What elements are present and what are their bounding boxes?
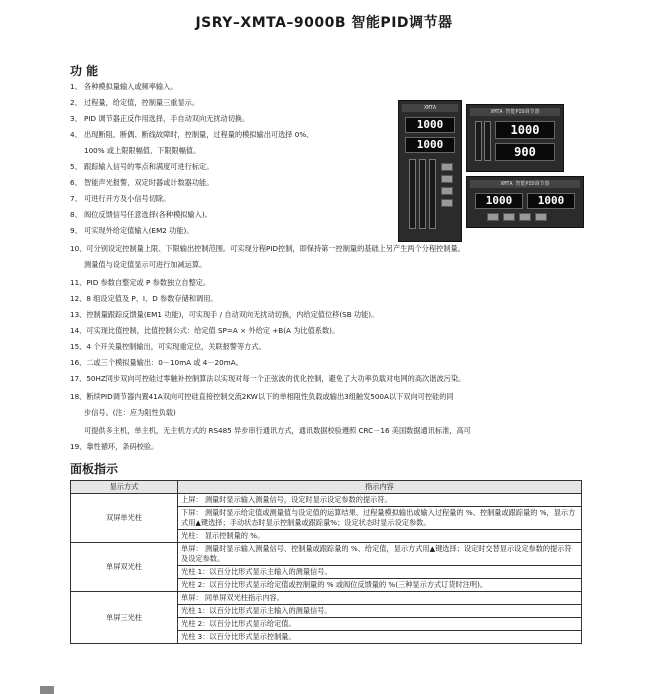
- feature-line: 6、 智能声光报警，双定时器或计数器功能。: [70, 178, 214, 187]
- device-key: [503, 213, 515, 221]
- indication-cell: 光柱 3：以百分比形式显示控制量。: [178, 631, 582, 644]
- page-title: JSRY–XMTA–9000B 智能PID调节器: [195, 15, 453, 31]
- feature-line: 19、靠性循环，条码校验。: [70, 442, 159, 451]
- bargraph-2: [419, 159, 426, 229]
- display-mode-cell: 单屏三光柱: [71, 592, 178, 644]
- feature-line: 5、 跟踪输入信号的零点和满度可进行标定。: [70, 162, 214, 171]
- panel-indicator-table: [70, 480, 582, 644]
- device-wide-image: [466, 176, 584, 228]
- feature-line: 18、断续PID调节器内置41A双向可控硅直接控制交流2KW以下的单相阻性负载或输出3组触发500A以下双向可控硅的同: [70, 392, 454, 401]
- header-indication: 指示内容: [178, 481, 582, 494]
- device-brand: XMTA 智能PID调节器: [470, 180, 580, 188]
- device-key: [441, 187, 453, 195]
- feature-line: 17、50HZ同步双向可控硅过零触补控制算法以实现对每一个正弦波的优化控制，避免了大功率负载对电网的高次谐波污染。: [70, 374, 466, 383]
- feature-line: 100% 或上限限幅值、下限限幅值。: [84, 146, 201, 155]
- indication-cell: 单屏： 同单屏双光柱指示内容。: [178, 592, 582, 605]
- indication-cell: 光柱 1：以百分比形式显示主输入的测量信号。: [178, 566, 582, 579]
- feature-line: 13、控制量跟踪反馈量(EM1 功能)，可实现手 / 自动双向无扰动切换，内给定值位移(SB 功能)。: [70, 310, 379, 319]
- bargraph-3: [429, 159, 436, 229]
- indication-cell: 光柱： 显示控制量的 %。: [178, 530, 582, 543]
- feature-line: 11、PID 参数自整定或 P 参数独立自整定。: [70, 278, 211, 287]
- feature-line: 16、二或三个模拟量输出：0－10mA 或 4－20mA。: [70, 358, 243, 367]
- indication-cell: 光柱 1：以百分比形式显示主输入的测量信号。: [178, 605, 582, 618]
- feature-line: 可提供多主机，单主机，无主机方式的 RS485 异步串行通讯方式，通讯数据校验遵照 CRC－16 美国数据通讯标准，高可: [84, 426, 471, 435]
- display-mode-cell: 双屏单光柱: [71, 494, 178, 543]
- device-key: [441, 199, 453, 207]
- indication-cell: 单屏： 测量时显示输入测量信号、控制量或跟踪量的 %、给定值，显示方式用▲键选择；设定时交替显示设定参数的提示符及设定参数。: [178, 543, 582, 566]
- device-brand: XMTA 智能PID调节器: [470, 108, 560, 116]
- feature-line: 测量值与设定值显示可进行加减运算。: [84, 260, 207, 269]
- feature-line: 9、 可实现外给定值输入(EM2 功能)。: [70, 226, 194, 235]
- device-key: [487, 213, 499, 221]
- section-panel-heading: 面板指示: [70, 462, 119, 476]
- device-key: [441, 175, 453, 183]
- table-row: [71, 592, 582, 605]
- device-display-2: 900: [495, 143, 555, 161]
- feature-line: 15、4 个开关量控制输出，可实现重定位，关联报警等方式。: [70, 342, 266, 351]
- bargraph-1: [409, 159, 416, 229]
- page-corner-mark: [40, 686, 54, 694]
- device-display-2: 1000: [405, 137, 455, 153]
- device-key: [519, 213, 531, 221]
- table-row: [71, 494, 582, 507]
- feature-line: 12、8 组设定值及 P、I、D 参数存储和调用。: [70, 294, 218, 303]
- feature-line: 4、 出现断阻、断偶、断线故障时，控制量，过程量的模拟输出可选择 0%、: [70, 130, 314, 139]
- bargraph-1: [475, 121, 482, 161]
- feature-line: 8、 阀位反馈信号任意选择(各种模拟输入)。: [70, 210, 212, 219]
- device-horizontal-image: [466, 104, 564, 172]
- indication-cell: 光柱 2：以百分比形式显示给定值。: [178, 618, 582, 631]
- device-vertical-image: [398, 100, 462, 242]
- device-display-2: 1000: [527, 193, 575, 209]
- header-display-mode: 显示方式: [71, 481, 178, 494]
- display-mode-cell: 单屏双光柱: [71, 543, 178, 592]
- feature-line: 7、 可进行开方及小信号切除。: [70, 194, 171, 203]
- feature-line: 2、 过程量，给定值，控制量三重显示。: [70, 98, 200, 107]
- section-features-heading: 功 能: [70, 64, 99, 78]
- device-brand: XMTA: [402, 104, 458, 112]
- feature-line: 10、可分别设定控制量上限、下限输出控制范围。可实现分程PID控制，即保持第一控制量的基础上另产生两个分程控制量。: [70, 244, 465, 253]
- feature-line: 14、可实现比值控制，比值控制公式：给定值 SP=A × 外给定 +B(A 为比值系数)。: [70, 326, 340, 335]
- device-key: [535, 213, 547, 221]
- feature-line: 步信号。(注：应为阻性负载): [84, 408, 176, 417]
- bargraph-2: [484, 121, 491, 161]
- device-display-1: 1000: [405, 117, 455, 133]
- device-display-1: 1000: [495, 121, 555, 139]
- device-key: [441, 163, 453, 171]
- table-row: [71, 543, 582, 566]
- indication-cell: 光柱 2：以百分比形式显示给定值或控制量的 % 或阀位反馈量的 %(三种显示方式订货时注明)。: [178, 579, 582, 592]
- device-display-1: 1000: [475, 193, 523, 209]
- indication-cell: 下屏： 测量时显示给定值或测量值与设定值的运算结果、过程量模拟输出或输入过程量的 %、控制量或跟踪量的 %，显示方式用▲键选择；手动状态时显示控制量或跟踪量%；设定状态时显示设定参数。: [178, 507, 582, 530]
- feature-line: 1、 各种模拟量输入或频率输入。: [70, 82, 178, 91]
- feature-line: 3、 PID 调节器正反作用选择，手自动双向无扰动切换。: [70, 114, 250, 123]
- indication-cell: 上屏： 测量时显示输入测量信号，设定时显示设定参数的提示符。: [178, 494, 582, 507]
